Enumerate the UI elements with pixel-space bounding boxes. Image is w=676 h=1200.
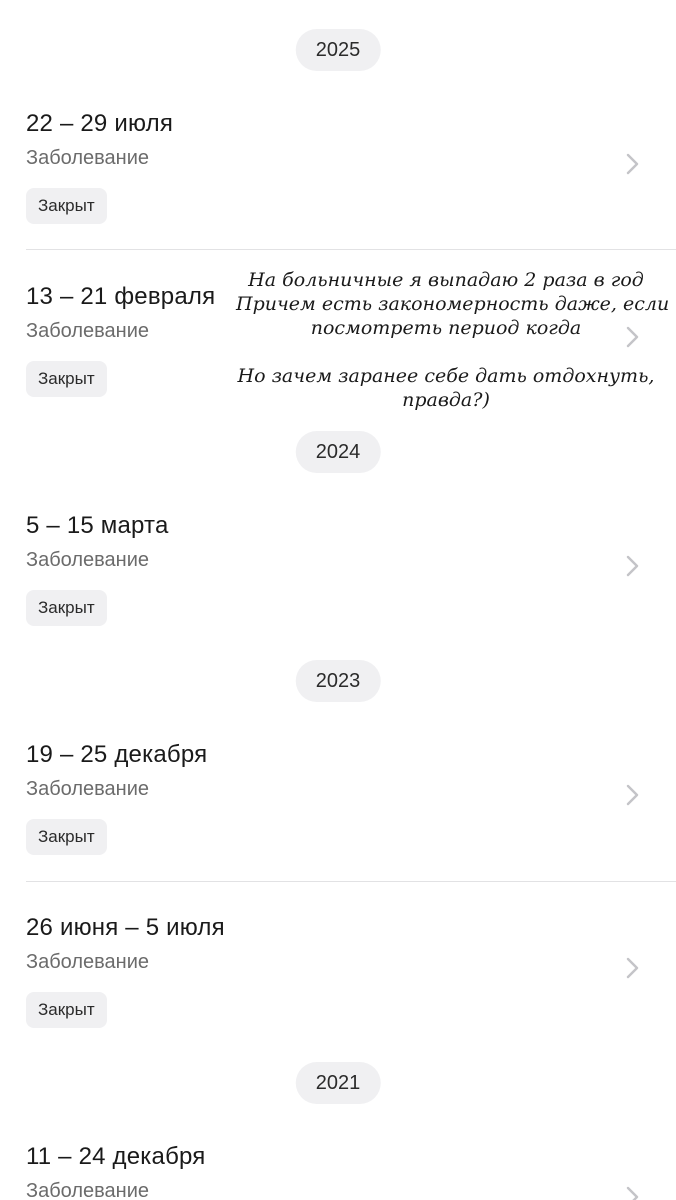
entry-type: Заболевание [26,778,149,800]
note-line: правда?) [402,389,490,411]
sick-leave-entry[interactable] [26,741,676,871]
chevron-right-icon [620,152,644,176]
note-overlay [236,268,670,412]
year-header-2023: 2023 [296,660,381,702]
entry-type: Заболевание [26,1180,149,1200]
entry-type: Заболевание [26,549,149,571]
note-line: На больничные я выпадаю 2 раза в год [248,269,644,291]
status-badge: Закрыт [26,361,107,397]
entry-date: 19 – 25 декабря [26,741,208,768]
divider [26,249,676,250]
entry-type: Заболевание [26,147,149,169]
entry-date: 11 – 24 декабря [26,1143,206,1170]
chevron-right-icon [620,1185,644,1200]
sick-leave-entry[interactable] [26,512,676,642]
status-badge: Закрыт [26,992,107,1028]
entry-type: Заболевание [26,951,149,973]
status-badge: Закрыт [26,819,107,855]
entry-date: 22 – 29 июля [26,110,174,137]
sick-leave-entry[interactable] [26,1143,676,1200]
status-badge: Закрыт [26,590,107,626]
year-header-2024: 2024 [296,431,381,473]
sick-leave-entry[interactable] [26,914,676,1044]
note-line: Но зачем заранее себе дать отдохнуть, [237,365,655,387]
status-badge: Закрыт [26,188,107,224]
entry-date: 26 июня – 5 июля [26,914,225,941]
divider [26,881,676,882]
entry-type: Заболевание [26,320,149,342]
note-line: посмотреть период когда [310,317,582,339]
entry-date: 13 – 21 февраля [26,283,216,310]
entry-date: 5 – 15 марта [26,512,169,539]
note-gap [236,340,656,364]
year-header-2021: 2021 [296,1062,381,1104]
chevron-right-icon [620,783,644,807]
chevron-right-icon [620,554,644,578]
year-header-2025: 2025 [296,29,381,71]
sick-leave-entry[interactable] [26,110,676,240]
chevron-right-icon [620,956,644,980]
note-line: Причем есть закономерность даже, если [236,293,670,315]
